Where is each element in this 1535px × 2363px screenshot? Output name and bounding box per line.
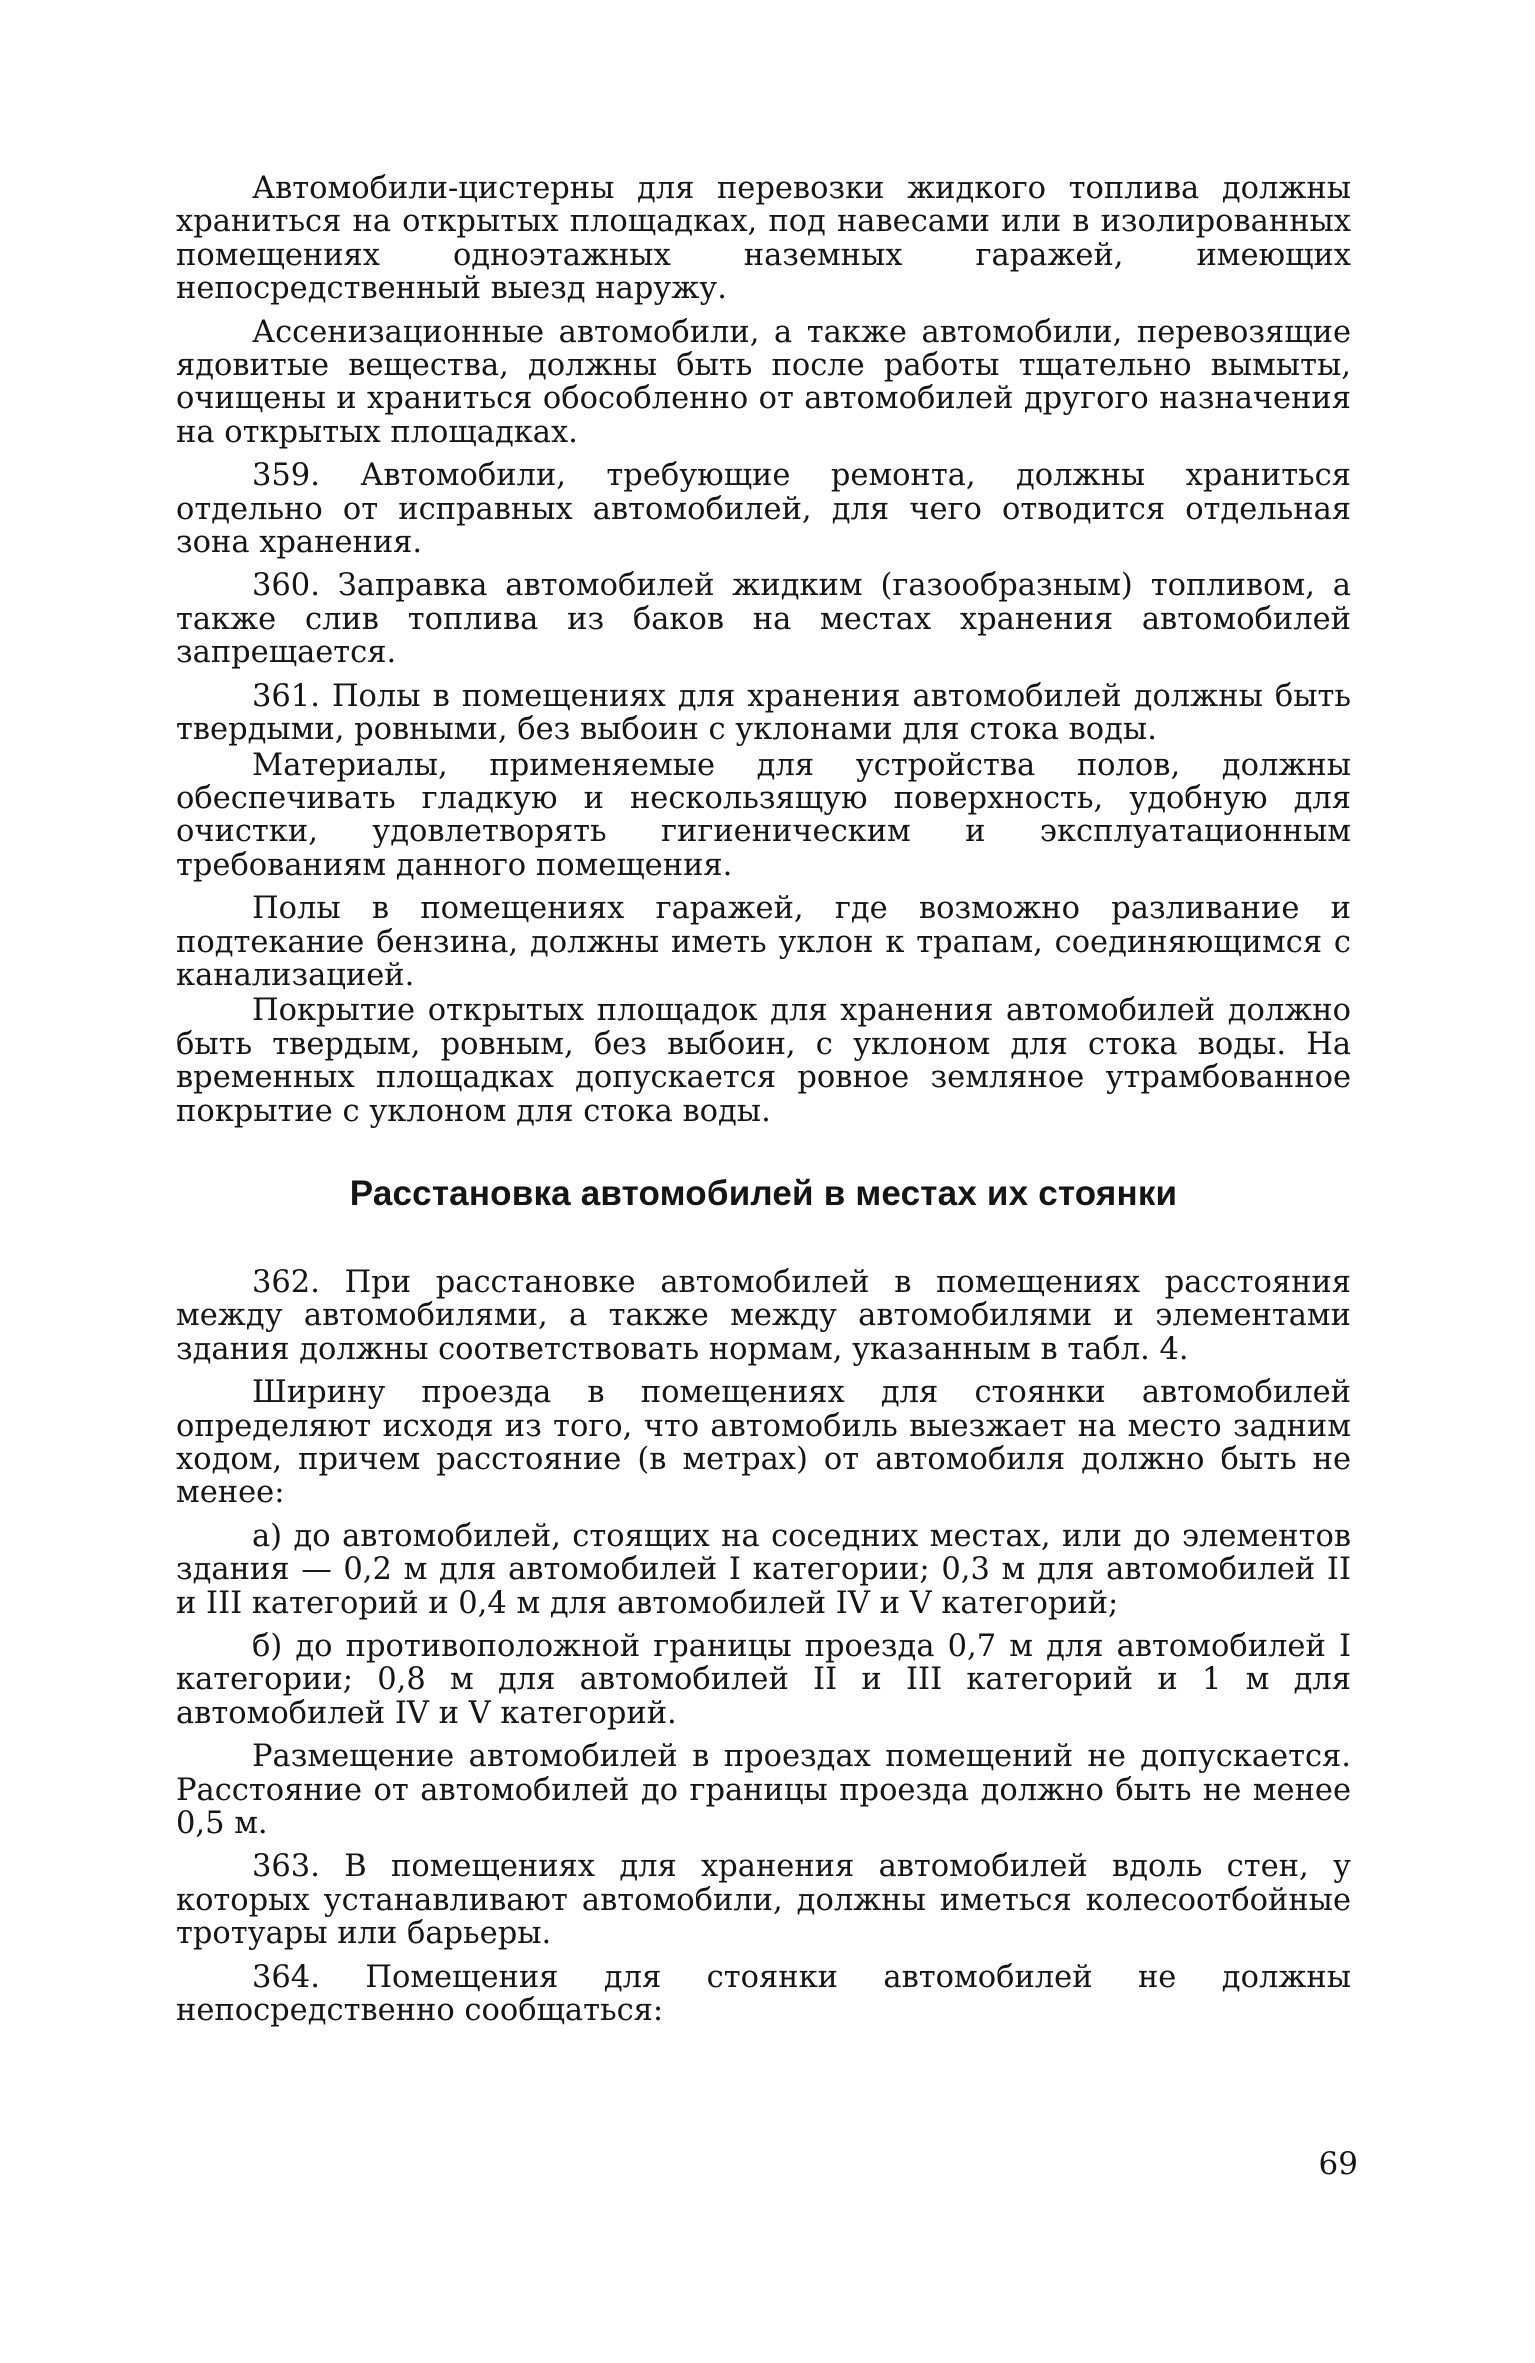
paragraph-open-areas: Покрытие открытых площадок для хранения автомобилей должно быть твердым, ровным, без выбоин, с уклоном для стока воды. На временных площадках допускается ровное земляное утрамбованное покрытие с уклоном для стока воды. — [176, 993, 1351, 1129]
paragraph-361: 361. Полы в помещениях для хранения автомобилей должны быть твердыми, ровными, без выбоин с уклонами для стока воды. — [176, 678, 1351, 748]
list-item-b: б) до противоположной границы проезда 0,7 м для автомобилей I категории; 0,8 м для автомобилей II и III категорий и 1 м для автомобилей IV и V категорий. — [176, 1629, 1351, 1731]
paragraph-359: 359. Автомобили, требующие ремонта, должны храниться отдельно от исправных автомобилей, для чего отводится отдельная зона хранения. — [176, 458, 1351, 561]
page-body-text — [176, 172, 1351, 2038]
page-number: 69 — [1318, 2146, 1358, 2182]
paragraph-362: 362. При расстановке автомобилей в помещениях расстояния между автомобилями, а также между автомобилями и элементами здания должны соответствовать нормам, указанным в табл. 4. — [176, 1264, 1351, 1367]
paragraph-363: 363. В помещениях для хранения автомобилей вдоль стен, у которых устанавливают автомобили, должны иметься колесоотбойные тротуары или барьеры. — [176, 1849, 1351, 1952]
paragraph-364: 364. Помещения для стоянки автомобилей не должны непосредственно сообщаться: — [176, 1959, 1351, 2029]
paragraph-floor-slope: Полы в помещениях гаражей, где возможно разливание и подтекание бензина, должны иметь уклон к трапам, соединяющимся с канализацией. — [176, 891, 1351, 993]
paragraph-floor-materials: Материалы, применяемые для устройства полов, должны обеспечивать гладкую и нескользящую поверхность, удобную для очистки, удовлетворять гигиеническим и эксплуатационным требованиям данного помещения. — [176, 747, 1351, 883]
section-heading: Расстановка автомобилей в местах их стоянки — [349, 1173, 1178, 1213]
paragraph-sanitation-vehicles: Ассенизационные автомобили, а также автомобили, перевозящие ядовитые вещества, должны быть после работы тщательно вымыты, очищены и храниться обособленно от автомобилей другого назначения на открытых площадках. — [176, 314, 1351, 450]
paragraph-360: 360. Заправка автомобилей жидким (газообразным) топливом, а также слив топлива из баков на местах хранения автомобилей запрещается. — [176, 568, 1351, 671]
paragraph-fuel-tankers: Автомобили-цистерны для перевозки жидкого топлива должны храниться на открытых площадках, под навесами или в изолированных помещениях одноэтажных наземных гаражей, имеющих непосредственный выезд наружу. — [176, 171, 1351, 307]
list-item-a: а) до автомобилей, стоящих на соседних местах, или до элементов здания — 0,2 м для автомобилей I категории; 0,3 м для автомобилей II и III категорий и 0,4 м для автомобилей IV и V категорий; — [176, 1518, 1351, 1621]
paragraph-aisle-placement: Размещение автомобилей в проездах помещений не допускается. Расстояние от автомобилей до границы проезда должно быть не менее 0,5 м. — [176, 1739, 1351, 1842]
paragraph-aisle-width: Ширину проезда в помещениях для стоянки автомобилей определяют исходя из того, что автомобиль выезжает на место задним ходом, причем расстояние (в метрах) от автомобиля должно быть не менее: — [176, 1375, 1351, 1511]
